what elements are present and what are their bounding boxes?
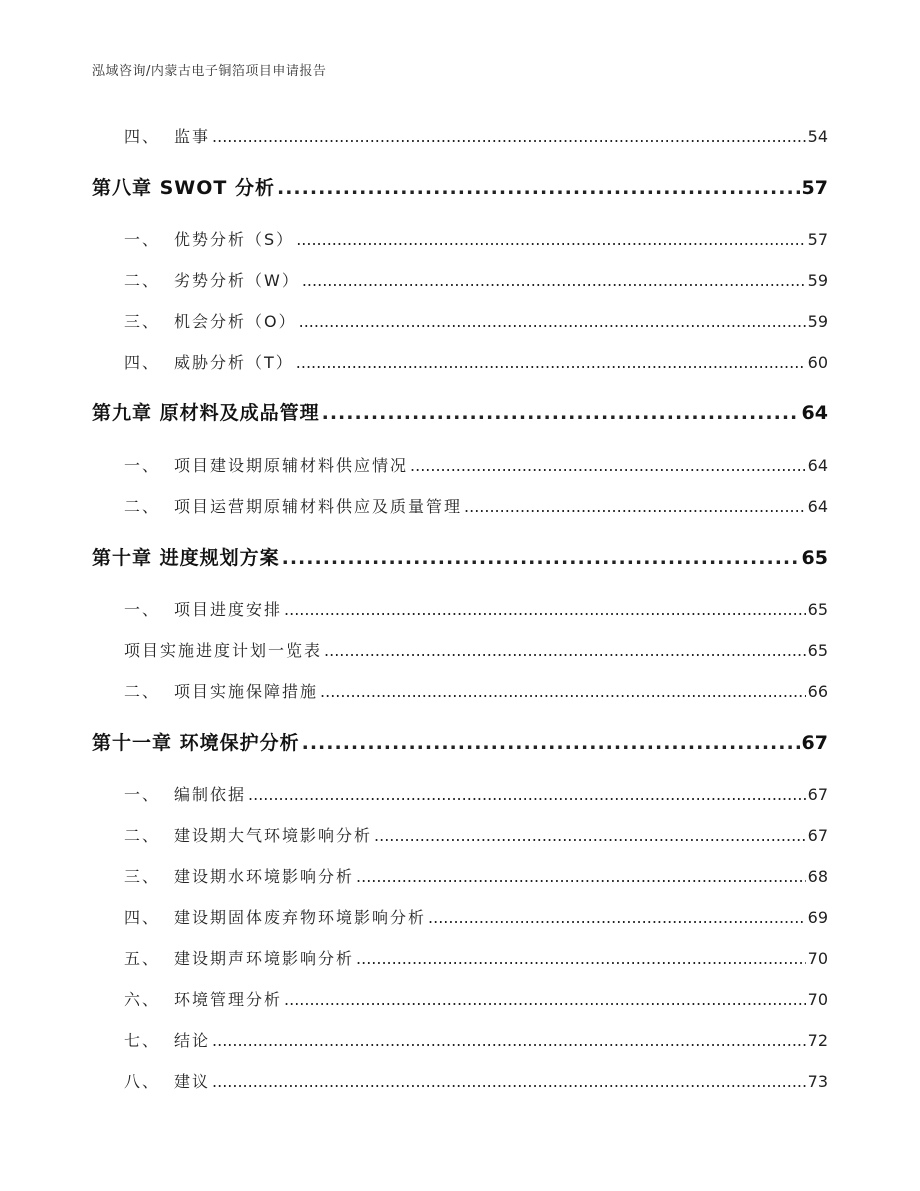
toc-entry-title: 一、 优势分析（S） xyxy=(124,230,295,249)
toc-chapter-title: 第九章 原材料及成品管理 xyxy=(92,402,320,424)
toc-entry-water[interactable] xyxy=(92,864,828,887)
toc-page-number: 64 xyxy=(807,456,828,475)
toc-page-number: 65 xyxy=(807,641,828,660)
toc-entry-title: 四、 威胁分析（T） xyxy=(124,353,294,372)
toc-leader-dots xyxy=(296,353,806,372)
toc-leader-dots xyxy=(299,312,806,331)
toc-entry-threats[interactable] xyxy=(92,350,828,373)
toc-page-number: 67 xyxy=(807,785,828,804)
toc-entry-operation-materials[interactable] xyxy=(92,494,828,517)
toc-leader-dots xyxy=(302,732,800,754)
toc-entry-title: 六、 环境管理分析 xyxy=(124,990,283,1009)
toc-leader-dots xyxy=(296,230,805,249)
toc-entry-safeguards[interactable] xyxy=(92,679,828,702)
toc-page-number: 64 xyxy=(807,497,828,516)
toc-entry-title: 七、 结论 xyxy=(124,1031,211,1050)
toc-page-number: 59 xyxy=(807,312,828,331)
toc-page-number: 65 xyxy=(801,547,828,569)
toc-entry-title: 四、 监事 xyxy=(124,127,211,146)
toc-entry-suggestions[interactable] xyxy=(92,1069,828,1092)
page-header: 泓域咨询/内蒙古电子铜箔项目申请报告 xyxy=(92,64,327,79)
toc-chapter-11[interactable] xyxy=(92,728,828,755)
toc-page-number: 54 xyxy=(807,127,828,146)
toc-entry-env-management[interactable] xyxy=(92,987,828,1010)
toc-page-number: 59 xyxy=(807,271,828,290)
toc-entry-weaknesses[interactable] xyxy=(92,268,828,291)
toc-leader-dots xyxy=(356,949,806,968)
toc-leader-dots xyxy=(302,271,806,290)
toc-entry-title: 五、 建设期声环境影响分析 xyxy=(124,949,355,968)
toc-page-number: 60 xyxy=(807,353,828,372)
toc-entry-conclusion[interactable] xyxy=(92,1028,828,1051)
toc-entry-title: 四、 建设期固体废弃物环境影响分析 xyxy=(124,908,427,927)
toc-entry-title: 二、 项目运营期原辅材料供应及质量管理 xyxy=(124,497,463,516)
toc-page-number: 67 xyxy=(801,732,828,754)
toc-entry-title: 二、 项目实施保障措施 xyxy=(124,682,319,701)
toc-entry-construction-materials[interactable] xyxy=(92,453,828,476)
toc-page-number: 69 xyxy=(807,908,828,927)
toc-leader-dots xyxy=(322,402,800,424)
toc-chapter-title: 第十章 进度规划方案 xyxy=(92,547,280,569)
toc-entry-title: 一、 编制依据 xyxy=(124,785,247,804)
toc-page-number: 57 xyxy=(807,230,828,249)
toc-page-number: 73 xyxy=(807,1072,828,1091)
toc-leader-dots xyxy=(282,547,800,569)
toc-entry-opportunities[interactable] xyxy=(92,309,828,332)
toc-page-number: 65 xyxy=(807,600,828,619)
toc-chapter-8[interactable] xyxy=(92,173,828,200)
toc-leader-dots xyxy=(320,682,806,701)
toc-page-number: 70 xyxy=(807,990,828,1009)
toc-entry-title: 八、 建议 xyxy=(124,1072,211,1091)
toc-chapter-title: 第八章 SWOT 分析 xyxy=(92,177,275,199)
toc-leader-dots xyxy=(212,1072,806,1091)
toc-leader-dots xyxy=(277,177,800,199)
toc-page-number: 70 xyxy=(807,949,828,968)
toc-page-number: 68 xyxy=(807,867,828,886)
toc-chapter-title: 第十一章 环境保护分析 xyxy=(92,732,300,754)
toc-page-number: 72 xyxy=(807,1031,828,1050)
toc-chapter-10[interactable] xyxy=(92,543,828,570)
toc-page-number: 64 xyxy=(801,402,828,424)
toc-leader-dots xyxy=(284,990,806,1009)
toc-entry-supervisors[interactable] xyxy=(92,124,828,147)
toc-entry-title: 一、 项目建设期原辅材料供应情况 xyxy=(124,456,409,475)
toc-leader-dots xyxy=(248,785,806,804)
toc-chapter-9[interactable] xyxy=(92,398,828,425)
toc-page-number: 66 xyxy=(807,682,828,701)
toc-entry-title: 一、 项目进度安排 xyxy=(124,600,283,619)
toc-entry-title: 三、 机会分析（O） xyxy=(124,312,297,331)
toc-page-number: 67 xyxy=(807,826,828,845)
toc-page-number: 57 xyxy=(801,177,828,199)
toc-leader-dots xyxy=(374,826,806,845)
toc-entry-schedule-table[interactable] xyxy=(92,638,828,661)
toc-leader-dots xyxy=(356,867,806,886)
toc-entry-air[interactable] xyxy=(92,823,828,846)
toc-leader-dots xyxy=(284,600,806,619)
toc-entry-title: 二、 劣势分析（W） xyxy=(124,271,300,290)
toc-leader-dots xyxy=(324,641,806,660)
toc-entry-strengths[interactable] xyxy=(92,227,828,250)
toc-entry-solid-waste[interactable] xyxy=(92,905,828,928)
toc-leader-dots xyxy=(212,127,806,146)
toc-entry-title: 三、 建设期水环境影响分析 xyxy=(124,867,355,886)
toc-entry-title: 项目实施进度计划一览表 xyxy=(124,641,323,660)
toc-entry-title: 二、 建设期大气环境影响分析 xyxy=(124,826,373,845)
toc-entry-schedule[interactable] xyxy=(92,597,828,620)
toc-leader-dots xyxy=(428,908,806,927)
toc-leader-dots xyxy=(212,1031,806,1050)
toc-leader-dots xyxy=(464,497,806,516)
toc-entry-noise[interactable] xyxy=(92,946,828,969)
toc-leader-dots xyxy=(410,456,806,475)
toc-entry-basis[interactable] xyxy=(92,782,828,805)
